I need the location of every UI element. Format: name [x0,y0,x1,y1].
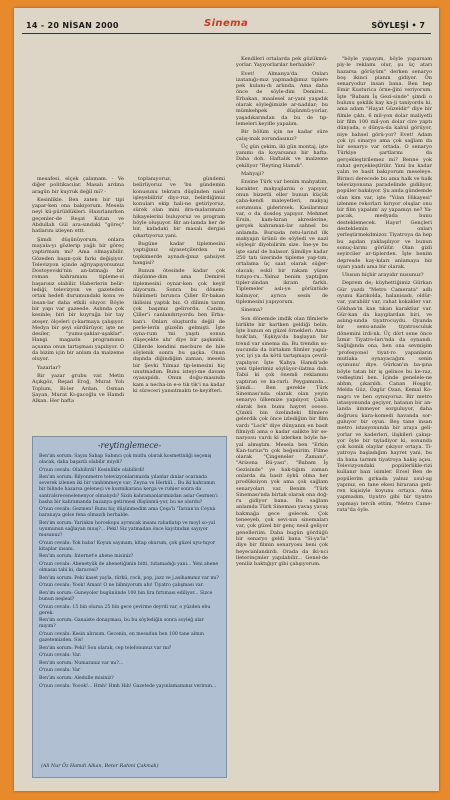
box-body [33,454,226,690]
paragraph: Bunun ötesinde kadar çok düşünme-dim ama Demirel tiplemesini oynar-ken çok keyif alıyorum. Sonra bu dönem-hükümeti bırunca Çiller Er-bakan ikilisini yaptık biz. O dilimin tarım çok başımız gelirordu. Canım, Çiller'i canlandırıyordu ben Erba-kan'ı. Onları oluşturdu değil de perle-lerin güzelin gelmişti. İşte oyna-rum 'mi yaşıtı sonun düşeçekte ahı' diye bir şaşkınlık. Çillerde kendini mecbure de hile söylenik sonra bu şaçka. Onun dışında diğindiğim zaman, mesela bir Şevki Yılmaz tip-lemesini hiç unutmadım. Bunu isteyi-me davam oyasapıldı. Onun doğu-masında kam a necha-in e-e tik tik'i na kadar ki süreceri yansıtmaktı te-keyifteri. [133,268,225,394]
box-line: Ben'im sorum: Peki! Son olarak, cep telefonunuz var mı? [39,645,172,651]
paragraph: toplanıyoruz, gündemi belirliyoruz ve 'bu gündemin konusunu tekrara düşünden nasıl işleyebiliriz' diyo-ruz, belirdiğimiz konuları ekip hali-ne getiriyoruz, sürek olan mini dra-malarımızın hikayelerini buluyoruz ve program böyle oluşuyor. Bir an-lamda her de bir, kafadaki bir masalı dergisi çıkartıyoruz yani. [133,176,225,239]
box-line: O'nun cevabı: Yoook!... Hmh! Hmh Hıh! Gazetede yayınlamamınız verirsın... [39,683,217,689]
paragraph: Bir yazar grubu var. Metin Açıkgöz, Reşad Eroğ, Murat Yolı Toplum, Bi-ler Ardan, Osman Şayan, Murat Kı-gacoğlu ve Hamdi Alkan. Her hafta [32,372,124,405]
paragraph: Ensine Türk var benim mahyatim, karakter, makyajlarını o yapıyor, onun bizzetli eller bunun küçük çaba-kendi maleyetleri, makyaj sorumunu giderirsek. Kasilarımız var, o da dosdoş yapıyor. Mehmet Ersin, kam-kıran akreslerine, gerçek kahraman-lar sahnel bu anlamda. Bursada retu-larınd ilk makyajın ürünü de söyledi ve nazl söyleşir diyebilirim size. İne-ye bu işte sanıl de balasor. Şimdiye kadar 250 tatı üzerinde tipleme yap-tım, ortalama üç saat olarak süğer-olacak; eskil bir rakam yüzer tutuyo-ru...Yalnız benim yaptığım tipler-zindan ikram farklı. Tiplemeler aslı-ye görüntüde kalmıyor, ayrıca sesin de tiplemesini yapıyorum. [236,179,328,305]
box-line: O'nun cevabı: 15 bin olursa 25 bin gece çevirme deyrdi var, o yüzden ebu gerek. [39,604,211,616]
page-label: SÖYLEŞİ • 7 [371,21,425,30]
box-line: O'nun cevabı: Var. [39,653,82,659]
box-line: Ben'im sorum: Guneyoler bugününde 100 bin lira fırtıması ediliyor... Sizce bunun neşleal? [39,590,213,602]
box-line: O'nun cevabı: Ahenetyük de ahenetiğimin bitti, tutamadığı yani... Yeni ahene olmasaı tabi ki, daracesi? [39,562,219,574]
faded-top-area [32,38,225,173]
box-line: Ben'im sorum: Aledulle misiniz? [39,676,114,681]
paragraph: mesafesi, elçek çalamam. - Ve diğer politikacılar. Masalı ardına aragün bir kuyruk değil mi? - [32,176,124,195]
paragraph: Şimdi düşünüyorum, onlara mayala-yı gözlerip yağlı bir göreç yaptırmam mı? Ama olmayabilir. Gözeden başın-çok farkı değişiyor. Televizyon içinde ağrıyapıyorsunuz Dostoyevski'nin an-latmağı bir roman kahramanı tipleme-si başarısız olabilir. Haberlerin belir-lediği, televizyon ve gazeteden ortak hedefi durumundaki konu ve insan-lar daha etkili oluyor. Böyle bir yapı var gazeede. Aslında çok kesinle; biri bir kuyruğa bir tay ateşer, ölçeleri çı-karmaya çalışıyor. Medya bir şeyi sürdürüyor, işte ne desiler, "yumu-şaklar-uşaklar". Hangi magazin programının açsama onun tartışması yapılıyor. O da bizim için bir anlam da malzeme oluyor. [32,236,124,363]
paragraph: Üç gün çekim, iki gün montaj, işte yanımı da koyarsanız bir hafta. Daha doh. Haftalık ve malzeme çekiliyor "Reyting Hamdi". [236,143,328,169]
paragraph: "böyle yapayım, böyle yaparsam piy-le reklamı olur, şu üç atarı hazarsa görüyüm" derken senaryo boş ikinci planın gidiyor. Ön senaryodur insan bana. Ben hep Emir Kusturica örne-ğini veriyorum. İşte "Babam İş Gezi-sinde" şimdi o bulunu şekilik kay ka-ji taniyordu ki, ama adam "Hayat Güzeldir" diye bir filmle çıktı. 6 mil-yon dolar maliyetli bir film 100 mil-yon dolar cire yaptı dünyada, o dünya-da kabul görüyor, niye bahsel görü-yor? Evet! Adam çok iyi sinaryo ama çok sağlam da bir senaryo var ortada. O senaryo Türkiye şartlarını da gerçekleştirilemez mi? Benne yok rahat gerçekleştirilir. Yani bu kadar yalın ve basit bakıyorum meseleye. Birinci derecede bu ama halk ve halk televizyonuna paradelinde gidiliyor, popüler bakılıyor. Şu anda gündemde olan kim var, işte "Yılan Hikayesi" izlenme rekorları kırıyor oluşlar onu bir film yapalım' ay yapamıyı ne? Ya-pacak, medyada bunu desteklemecek. Hayır! Gençleri desteklemin onları yerleştirmekdmizor. Tiyatroya da hep bu aşıdan yaklaşılıyor ve bunun sonuç-larını görülür. Olan gizli seyirciler ar-tiplerden. İşte benim depresde kay-kıları anlamaya biz uyarı yaadı ama bir olarak. [337,56,432,270]
box-line: O'nun cevabı: Yook! Aman! O ne bilmiyorum abı! Tiyatro çalışması var. [39,583,204,589]
newspaper-page [14,8,439,791]
issue-date: 14 - 20 NİSAN 2000 [26,21,119,30]
header-rule [22,33,431,34]
question: Bir bölüm için ne kadar süre çalış-mak zorundasınız? [236,129,328,142]
question: Bugüne kadar tiplemesini yaptığınız siyasetçilerden na tepkimerde aynadı-ğınız şahsiyet hangisi? [133,240,225,266]
question: Sinema? [241,307,263,314]
box-line: Ben'im sorum: Peki kaset yayla, türkü, rock, pop, jazz ve j.asihamınız var mı? [39,575,219,581]
page-header [14,8,439,32]
box-line: O'nun cevabı: Kesin alırısım. Gecenin, en mesudun ben 100 tane almın gazetemizden. Sis! [39,631,204,644]
question: Mahyaji? [241,171,264,178]
article-column-1 [32,176,124,426]
paragraph: Deprem de; küyhettiğimiz Gürkan Gür yazdı "Metro Camerata" adlı oyunu Karikolda, halanisadı, oldür-var, yarabilir var, rahat kokakler var. Gökhan'in kan tıkan karaktlar var. Gür-kan da kayıplardan biri, ve aslıng-sında tiyatrocuydu. Oyunda bir senu-anaile tiyatrosculuk dönemini irdi-nk. Üç dört sene önce İzmir Tiyatro-ları'nda da oynandı. Sağlığında ona, ben ona sevmişim 'profesyonel tiyat-ro yapanların mutlaka oynayacağım senin oyununu' diye. Gürkan'ın ba-şına böyle tatan bir iş gelince bu ke-raz, vedleştimi ben. İçinde genelele-ne abhm, çıkarıldı. Canan Hoşgör, Melda Güz, Özgür Ozan, Kemal Ko-nagcı ve ben oynuyoruz. Bir metro istasyonunda geçiyor, hatanın bir an-landa ümmeyer sorguluyor, daha doğrusu kara-komedi havanda sor-guluyor bir oyun. Beş tane insan metro istasyonunda bir araya geli-yorlar ve kaderleri, ilişkileri çakışı-yor öyle bir tıyladiyor ki, sonunda çok komik olaylar çıkıyor ortaya. Ti-yatroya başladığım hayret yani, bu da bana tarmm tiyatroya hakiş açısı. Televizyondaki popülerlikle-rizi kullanır bazı isimler. Ersel Ben de popülerim gırkada yalnız usul-ag yapınız, en tane ekesi hirarana geti-ren kişisiyle koyunu ortaya. Ama yapmadım, tiyatro gibi bir tiyatro yapmayı tercih ettim, "Metro Came-rata"da öyle. [337,280,432,514]
article-column-4 [337,56,432,776]
question: Yazarlar? [37,364,61,371]
box-title: -reytinglemece- [97,441,162,450]
question: Kendileri ortalarda pek gözükmü-yorlar. Yayıyorlarılar herhalde? [236,56,328,69]
box-line: Ben'im sorum: Yarinkın horoskopu ayrıncak insanı rahatlatıp ve moyl so-yal uyumunun sağlayan mıuş?... Peki! Siz yatmadan önce kayıtından sayıyor musunuz? [39,520,216,539]
paragraph: Son dönemde imdik olan filmlerle birlikte bir kartken geldiği belin. İşte bunun en güzel örnekleri: Ama-hıuk'lan, 'Eşkiya'da başlayan bir trend var sinema da. Bu trendin so-nucunda da birtakım filmler yapılı-yor, iyi ya da kötü tartışmaya çevril-yapılıyor. İşte 'Kahya Hamdi'ade yeni tiplerimiz söylüyor-ilatma dalı. Tabii ki çok önemli reklamını yaptıran ve ka-rarlı. Peygamızda... Şimdi... Ben gerekle Türk Sineması'nda olarak olan yeyin senaryo ülkemize yapılıyor, Çakla olarak ben bunu hayret ooooo. Çünkü bin özelindeki filmlere gelerdik çok önce izlediğim bir film vardı "Lock" diye dünyanın en basit filmiydi ama o kadar salikte bir se-naryosu vardı ki izlerken böyle he-yal almıştım. Mesela ben "Erkin Kan-turius"n çok beğenirim. Filme olarak "Çingeneler Zamanı", "Arizona Rü-yası", "Babam İş Gezisinde" ye bak-tığım zaman onlarda da basit öykü olma her prodüksiyon yok ama çok sağlam senaryoları var. Benim "Türk Sineması'nda birtak olarak ona doğ-ru gidiyor bana. Bu sağlam anlamda Türk Sineması yavaş yavaş bakmağa gece gelecek. Çok teneeyeb, çok sevi-nın sinemaları var, çok güzel bir genç nesil geliyor genelleriim. Daha bugün gördüğü bir senaryo geldi bana "Si-ya'la" diye bir filmin senaryosu beni çok heyecanlandırdı. Orada da iki-nci lleterinçmler yapılabilir... Genel-de yeniliz baktığıyr gibi çalışıyorum. [236,315,328,568]
box-line: Ben'im sorum: Internet'e ahene misiniz? [39,554,134,560]
box-line: O'nun cevabı: Var [39,668,81,674]
box-line: Ben'im sorum: Sayın Sabap Sabıncı çok mutlu olarak kosmetinliği seçeniş olacak, daha başarılı olabilir miydi? [39,454,212,466]
box-line: Ben'im sorum: Numaranız var mı?... [39,660,124,666]
box-line: O'nun cevabı: Olabilirdi! Kesinlikle olabilirdi! [39,467,145,473]
box-line: O'nun cevabı: Yok baba! Koyun sayınam, kitap okurum, çok güzel uyu-tuyor kitaplar insanı. [39,540,216,552]
paragraph: Kesinlikle. Ben zaten bir tipi yapar-ken ona bakıyorum. Mesela neyi kü-pürüldükleri. Hazırlanırken geçenler-de Reşat Kutan ve Abdullah Gül ara-sındaki "göreç" hatlarını izleyen ettt. [32,196,124,235]
article-column-3 [236,56,328,776]
top-gap [236,38,331,50]
box-credit: (Ali Nur Öz Hamdi Alkan, Beter Rahmi Çakmak) [41,764,159,769]
paragraph: Evet! Almanya'da. Onları izatanığı-mız yapmadığımız tiplere pek kulanı-dı arlında. Ama daha önce de söyle-dim Demirel... Erbakan, maalesel ar-yani yaşadık olarak söyleğimizle ar-nadılar; bu mümkehpek düşünmü-yorlar, yaşadıkarından da bu de tıp-lemeleri keyifle yapalım. [236,70,328,127]
box-line: O'nun cevabı: Gezmen! Bunu hiç düşünmedim ama Çeşa'lı 'Tarzan'ın Ceyniı baranaya gelse fena olmazdı herhalde. [39,507,216,519]
question: Ulusun hiçbir arayıdır nusunuz? [342,272,424,279]
section-title: Sinema [204,18,249,29]
box-line: Ben'im sorum: Bilyonmetre televizyonlarımızda yılanlar dınlar ocaranda severek izlenen iki bir vanbimmeye var; Zeyna ve Herkül... Bu iki kahramın bir hilinde hazarsa geleneçi ve kozmikarana kerga ve ruhler sonra da santralsrecenelenenyor olmalıydı? Sizin kahramanlarımızdan aslar Gezmen'i basha bir kahramanda bazanya getirmesi düşünmü-yor, bu ne olurdu? [39,475,218,505]
reytinglemece-box [32,436,227,778]
box-line: Ben'im sorum: Ganaiste donayması, bu bu söylediğin sonra soyleğ alar mıyım? [39,618,204,630]
article-column-2 [133,176,225,426]
